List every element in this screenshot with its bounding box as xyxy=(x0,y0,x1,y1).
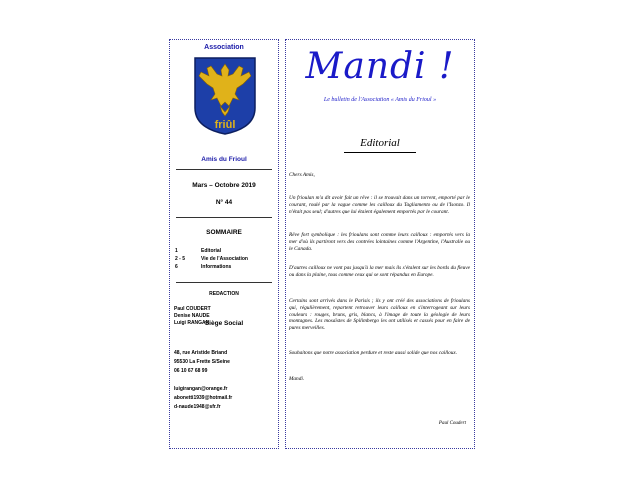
email-link[interactable]: luigirangan@orange.fr xyxy=(174,386,228,392)
signature: Paul Coudert xyxy=(438,421,466,426)
main-panel xyxy=(285,39,475,449)
redaction-name: Luigi RANGAN xyxy=(174,320,210,326)
email-link[interactable]: d-naude1948@sfr.fr xyxy=(174,404,221,410)
greeting: Chers Amis, xyxy=(289,172,315,178)
editorial-paragraph: Certains sont arrivés dans le Parisis ; ils y ont créé des associations de frioulans qui, régulièrement, repartent retrouver leurs cailloux en s'interrogeant sur leurs couleurs : rouges, bruns, gris, blancs, à l'image de toute la géologie de leurs montagnes. Les mosaïstes de Spilimbergo les ont utilisés et cassés pour en faire de pures merveilles. xyxy=(289,298,470,332)
sidebar-panel xyxy=(169,39,279,449)
divider xyxy=(176,282,272,283)
siege-social-heading: Siège Social xyxy=(204,320,244,327)
divider xyxy=(176,169,272,170)
issue-date: Mars – Octobre 2019 xyxy=(192,182,256,189)
closing: Mandi. xyxy=(289,376,305,382)
address-line: 95530 La Frette S/Seine xyxy=(174,359,230,365)
editorial-paragraph: D'autres cailloux ne vont pas jusqu'à la mer mais ils s'étalent sur les bords du fleuve ou dans la plaine, tous comme ceux qui se sont répandus en Europe. xyxy=(289,265,470,278)
email-link[interactable]: abonetti1939@hotmail.fr xyxy=(174,395,233,401)
toc-item: 6 Informations xyxy=(175,264,232,270)
issue-number: N° 44 xyxy=(215,199,233,206)
bulletin-subtitle: Le bulletin de l'Association « Amis du Frioul » xyxy=(323,97,437,103)
divider xyxy=(176,217,272,218)
heading-underline xyxy=(344,152,416,153)
address-line: 48, rue Aristide Briand xyxy=(174,350,228,356)
redaction-heading: REDACTION xyxy=(209,291,239,297)
editorial-paragraph: Un frioulan m'a dit avoir fait un rêve : il se trouvait dans un torrent, emporté par le courant, roulé par la vague comme les cailloux du Tagliamento ou de l'Isonzo. Il n'était pas seul; d'autres que lui étaient également emportés par le courant. xyxy=(289,195,470,215)
redaction-name: Paul COUDERT xyxy=(174,306,211,312)
friul-emblem-logo xyxy=(193,56,257,136)
svg-text:friûl: friûl xyxy=(214,119,236,131)
toc-item: 2 - 5 Vie de l'Association xyxy=(175,256,248,262)
toc-item: 1 Editorial xyxy=(175,248,222,254)
editorial-heading: Editorial xyxy=(360,137,400,149)
association-label: Association xyxy=(204,44,244,51)
phone-number: 06 10 67 68 99 xyxy=(174,368,208,374)
newsletter-title: Mandi ! xyxy=(305,46,455,87)
editorial-paragraph: Rêve fort symbolique : les frioulans sont comme leurs cailloux : emportés vers la mer d'où ils partiront vers des contrées lointaines comme l'Argentine, l'Australie ou le Canada. xyxy=(289,232,470,252)
sommaire-heading: SOMMAIRE xyxy=(206,229,242,236)
editorial-paragraph: Souhaitons que notre association perdure et reste aussi solide que nos cailloux. xyxy=(289,350,458,356)
amis-du-frioul-label: Amis du Frioul xyxy=(201,156,247,163)
redaction-name: Denise NAUDE xyxy=(174,313,210,319)
